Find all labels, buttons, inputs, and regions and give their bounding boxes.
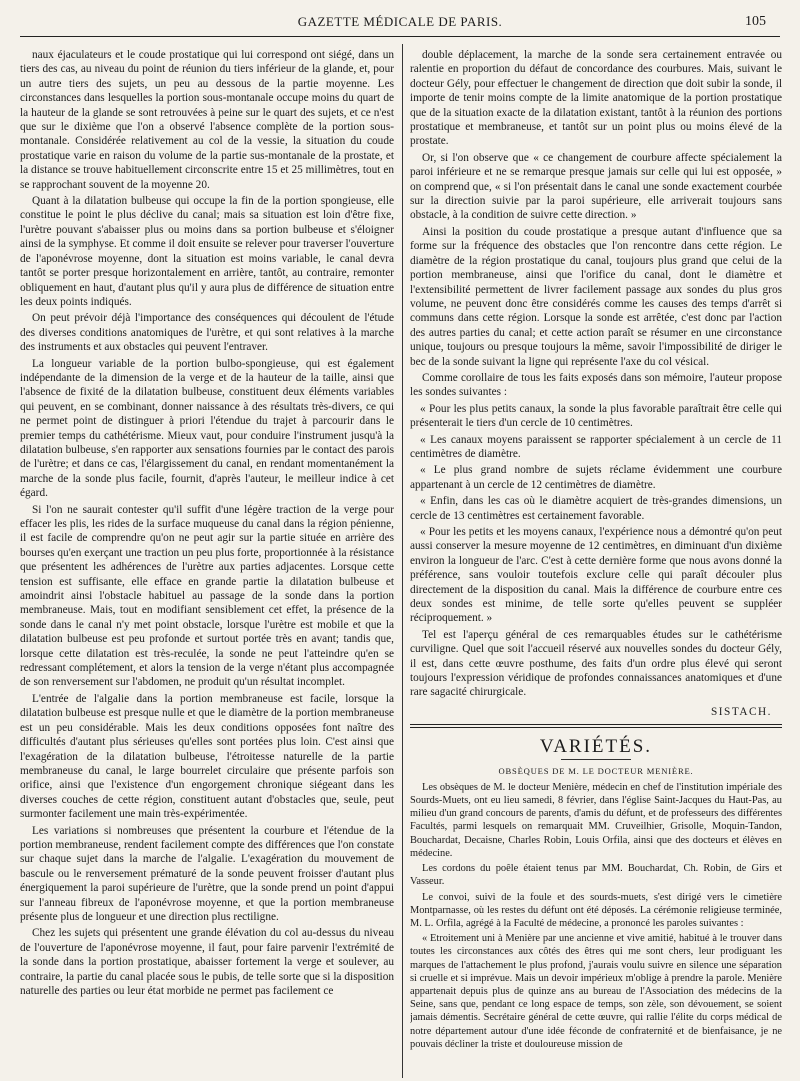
paragraph: L'entrée de l'algalie dans la portion membraneuse est facile, lorsque la dilatation bulbeuse est presque nulle et que le diamètre de la portion membraneuse est un peu considérable. Mais les deux conditions opposées font naître des difficultés d'autant plus sérieuses qu'elles sont portées plus loin. C'est ainsi que l'exagération de la dilatation bulbeuse, l'étroitesse naturelle de la partie membraneuse du canal, le large bourrelet circulaire que présente parfois son orifice, ainsi que l'existence d'un engorgement chronique siégeant dans les diverses couches de cette région, constituent autant d'obstacles que, seule, peut surmonter facilement une main très-expérimentée. bbox=[20, 692, 394, 821]
paragraph: Les cordons du poêle étaient tenus par MM. Bouchardat, Ch. Robin, de Girs et Vasseur. bbox=[410, 863, 782, 888]
paragraph: Chez les sujets qui présentent une grande élévation du col au-dessus du niveau de l'ouverture de l'aponévrose moyenne, il faut, pour faire parvenir l'extrémité de la sonde dans la portion prostatique, abaisser fortement la verge et soulever, au contraire, la partie du canal placée sous le pubis, de telle sorte que si la disposition naturelle des parties ou leur état morbide ne permet pas facilement ce bbox=[20, 927, 394, 997]
paragraph: Si l'on ne saurait contester qu'il suffit d'une légère traction de la verge pour effacer les plis, les rides de la surface muqueuse du canal dans la région pénienne, il est facile de comprendre qu'on ne peut agir sur la partie située en arrière des bourses qu'en exerçant une traction un peu plus forte, proportionnée à la résistance que présentent les adhérences de l'urètre aux parties adjacentes. Lorsque cette tension est suffisante, elle efface en grande partie la dilatation bulbeuse et amoindrit ainsi l'obstacle habituel au passage de la sonde dans la portion membraneuse. Mais, tout en modifiant sensiblement cet effet, la présence de la sonde dans le canal n'y met point obstacle, lorsque l'urètre est mobile et que la dilatation bulbeuse est peu profonde et surtout portée très en avant; tandis que, lorsque cette dilatation est très-reculée, la sonde ne peut l'atteindre qu'en se redressant complétement, et alors la tension de la verge n'étant plus accompagnée de son renversement sur l'abdomen, ne produit qu'un résultat incomplet. bbox=[20, 503, 394, 689]
paragraph: Comme corollaire de tous les faits exposés dans son mémoire, l'auteur propose les sondes suivantes : bbox=[410, 371, 782, 399]
title-underline bbox=[561, 759, 631, 760]
quote-paragraph: « Enfin, dans les cas où le diamètre acquiert de très-grandes dimensions, un cercle de 13 centimètres est certainement favorable. bbox=[410, 495, 782, 522]
paragraph: Le convoi, suivi de la foule et des sourds-muets, s'est dirigé vers le cimetière Montparnasse, où les restes du défunt ont été déposés. La cérémonie religieuse terminée, M. L. Orfila, agrégé à la Faculté de médecine, a prononcé les paroles suivantes : bbox=[410, 891, 782, 929]
paragraph: Les obsèques de M. le docteur Menière, médecin en chef de l'institution impériale des Sourds-Muets, ont eu lieu samedi, 8 février, dans l'église Saint-Jacques du Haut-Pas, au milieu d'un grand concours de parents, d'amis du défunt, et de professeurs des différentes Facultés, parmi lesquels on remarquait MM. Cruveilhier, Grisolle, Moquin-Tandon, Bouchardat, Decaisne, Charles Robin, Louis Orfila, ainsi que des docteurs et élèves en médecine. bbox=[410, 781, 782, 859]
section-subtitle: OBSÈQUES DE M. LE DOCTEUR MENIÈRE. bbox=[498, 765, 694, 776]
left-column bbox=[20, 48, 394, 1078]
column-separator bbox=[402, 44, 403, 1078]
paragraph: On peut prévoir déjà l'importance des conséquences qui découlent de l'étude des diverses conditions anatomiques de l'urètre, et qui sont relatives à la marche des instruments et aux obstacles qui peuvent l'entraver. bbox=[20, 312, 394, 354]
header-rule bbox=[20, 36, 780, 37]
section-title: VARIÉTÉS. bbox=[539, 735, 653, 757]
paragraph: Quant à la dilatation bulbeuse qui occupe la fin de la portion spongieuse, elle constitue le point le plus déclive du canal; mais sa situation est loin d'être fixe, l'urètre pouvant s'abaisser plus ou moins dans sa portion bulbeuse et s'éloigner ainsi de la symphyse. Et comme il doit ensuite se relever pour traverser l'ouverture de l'aponévrose moyenne, dont la situation est moins variable, le canal devra tantôt se porter presque horizontalement en arrière, tantôt, au contraire, remonter obliquement en haut, d'autant plus qu'il y aura plus de différence de situation entre les deux points indiqués. bbox=[20, 195, 394, 308]
quote-paragraph: « Pour les plus petits canaux, la sonde la plus favorable paraîtrait être celle qui présenterait le tiers d'un cercle de 10 centimètres. bbox=[410, 402, 782, 430]
quote-paragraph: « Pour les petits et les moyens canaux, l'expérience nous a démontré qu'on peut aussi conserver la mesure moyenne de 12 centimètres, en diminuant d'un dixième environ la longueur de l'arc. C'est à cette dernière forme que nous avons donné la préférence, sans vouloir toutefois exclure celle qui paraît découler plus directement de la disposition du canal. Mais la différence de courbure entre ces deux sondes est minime, de telle sorte qu'elles peuvent se suppléer réciproquement. » bbox=[410, 526, 782, 625]
paragraph: Ainsi la position du coude prostatique a presque autant d'influence que sa forme sur la fréquence des obstacles que l'on rencontre dans cette région. Le diamètre de la région prostatique du canal, toujours plus grand que celui de la portion membraneuse, ainsi que l'orifice du canal, dont le diamètre et l'extensibilité permettent de livrer facilement passage aux sondes du plus gros volume, ne peuvent donc être considérés comme les causes des temps d'arrêt si communs dans cette région. Lorsque la sonde est arrêtée, c'est donc par l'action des autres parties du canal; et cette action paraît se résumer en une circonstance unique, toujours ou presque toujours la même, savoir l'impossibilité de diriger le bec de la sonde suivant la ligne qui représente l'axe du col vésical. bbox=[410, 225, 782, 368]
paragraph: naux éjaculateurs et le coude prostatique qui lui correspond ont siégé, dans un tiers des cas, au niveau du point de réunion du tiers inférieur de la glande, et, pour un autre tiers des sujets, un peu au dessous de la partie moyenne. Les circonstances dans lesquelles la portion sous-montanale occupe moins du quart de la hauteur de la glande se sont retrouvées à peine sur le quart des sujets, et ce n'est que sur le dixième que l'on a observé l'absence complète de la portion sous-montanale. Considérée relativement au col de la vessie, la situation du coude prostatique varie en raison du volume de la partie sus-montanale de la prostate, et la distance se trouve habituellement circonscrite entre 15 et 25 millimètres, tout en se rapprochant souvent de la moyenne 20. bbox=[20, 49, 394, 191]
page-number: 105 bbox=[745, 14, 766, 29]
paragraph: double déplacement, la marche de la sonde sera certainement entravée ou ralentie en proportion du défaut de concordance des courbures. Mais, suivant le docteur Gély, pour effectuer le changement de direction que doit subir la sonde, il importe de tenir moins compte de la limite anatomique de la portion prostatique que de la situation exacte de la dilatation existant, tantôt à la réunion des portions prostatique et membraneuse, et tantôt sur un point plus ou moins élevé de la prostate. bbox=[410, 49, 782, 148]
section-divider bbox=[410, 724, 782, 728]
running-title: GAZETTE MÉDICALE DE PARIS. bbox=[297, 14, 503, 29]
paragraph: « Etroitement uni à Menière par une ancienne et vive amitié, habitué à le trouver dans toutes les circonstances aux côtés des êtres qui me sont chers, leur prodiguant les marques de l'attachement le plus profond, j'aurais voulu suivre en silence une séparation si cruelle et si imprévue. Mais un devoir impérieux m'oblige à prendre la parole. Menière appartenait depuis plus de quinze ans au bureau de l'Association des médecins de la Seine, sans que, pendant ce long espace de temps, son zèle, son dévouement, se soient jamais démentis. Secrétaire général de cette œuvre, qui rallie l'élite du corps médical de notre département autour d'une idée féconde de confraternité et de bienfaisance, je ne pouvais décliner la triste et douloureuse mission de bbox=[410, 933, 782, 1050]
author-signature: SISTACH. bbox=[711, 705, 772, 718]
paragraph: Tel est l'aperçu général de ces remarquables études sur le cathétérisme curviligne. Quel que soit l'accueil réservé aux nouvelles sondes du docteur Gély, il est, dans cette œuvre posthume, des faits d'un ordre plus élevé qui seront toujours l'expression véridique de profondes connaissances anatomiques et d'une rare sagacité chirurgicale. bbox=[410, 628, 782, 699]
quote-paragraph: « Les canaux moyens paraissent se rapporter spécialement à un cercle de 11 centimètres de diamètre. bbox=[410, 433, 782, 460]
right-column bbox=[410, 48, 782, 1078]
paragraph: La longueur variable de la portion bulbo-spongieuse, qui est également indépendante de la dimension de la verge et de la hauteur de la taille, ainsi que l'absence de fixité de la dilatation bulbeuse, constituent deux éléments variables qui peuvent, en se combinant, donner naissance à des résultats très-divers, ce qui ne permet point de distinguer à priori l'étendue du trajet à parcourir dans le premier temps du cathétérisme. Mieux vaut, pour conduire l'instrument jusqu'à la dilatation bulbeuse, s'en rapporter aux sensations fournies par le contact des parois de l'urètre; et dans ce cas, l'élargissement du canal, en rendant momentanément la marche de la sonde plus facile, fournit, d'après l'auteur, le meilleur indice à cet égard. bbox=[20, 357, 394, 500]
paragraph: Les variations si nombreuses que présentent la courbure et l'étendue de la portion membraneuse, rendent facilement compte des différences que l'on constate sur chaque sujet dans la marche de l'algalie. L'exagération du mouvement de bascule ou le renversement prématuré de la sonde peuvent froisser d'autant plus énergiquement la paroi supérieure de l'urètre, que la sonde prend un point d'appui sur l'anneau fibreux de l'aponévrose moyenne, et que la portion membraneuse présente plus de longueur et une direction plus rectiligne. bbox=[20, 824, 394, 923]
quote-paragraph: « Le plus grand nombre de sujets réclame évidemment une courbure appartenant à un cercle de 12 centimètres de diamètre. bbox=[410, 464, 782, 491]
paragraph: Or, si l'on observe que « ce changement de courbure affecte spécialement la paroi inférieure et ne se remarque presque jamais sur celle qui lui est opposée, » on comprend que, « si l'on présentait dans le canal une sonde exactement courbée sur la direction suivie par la paroi supérieure, elle arriverait toujours sans obstacle, à la condition de suivre cette direction. » bbox=[410, 151, 782, 222]
page-header bbox=[0, 14, 800, 34]
